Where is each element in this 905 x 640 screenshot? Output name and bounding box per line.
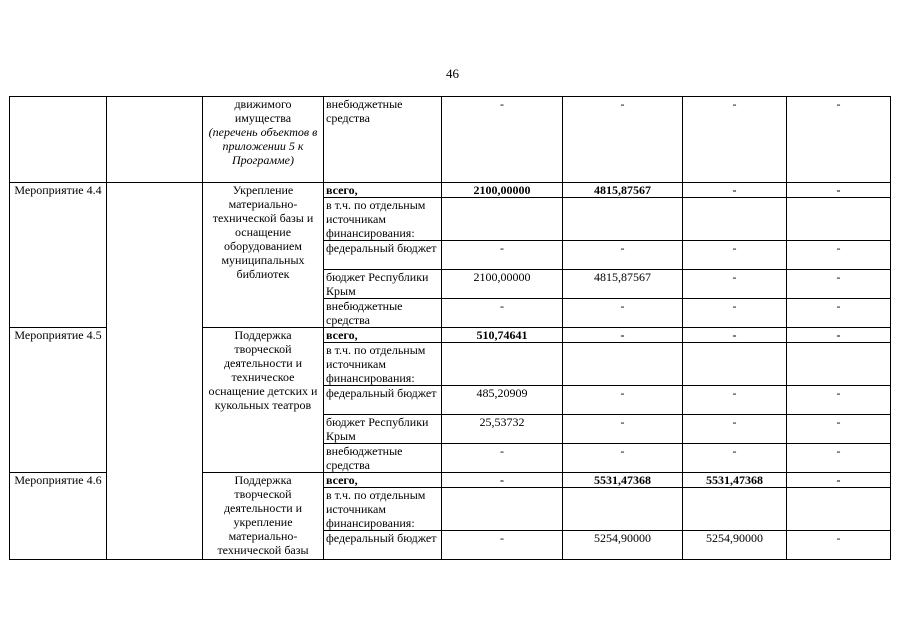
measure-name: Поддержка творческой деятельности и техническое оснащение детских и кукольных театров (203, 328, 324, 473)
value-cell: - (442, 531, 563, 560)
value-cell: - (787, 444, 891, 473)
value-cell: - (787, 531, 891, 560)
value-cell: - (563, 415, 683, 444)
value-cell: - (563, 386, 683, 415)
source-cell: всего, (324, 183, 442, 198)
measure-name: Поддержка творческой деятельности и укрепление материально-технической базы (203, 473, 324, 560)
source-cell: бюджет Республики Крым (324, 270, 442, 299)
value-cell: - (787, 299, 891, 328)
value-cell: - (787, 241, 891, 270)
executor-cell (107, 97, 203, 183)
value-cell: 25,53732 (442, 415, 563, 444)
value-cell: - (787, 328, 891, 343)
source-cell: федеральный бюджет (324, 386, 442, 415)
value-cell (683, 343, 787, 386)
value-cell: - (683, 241, 787, 270)
source-cell: внебюджетные средства (324, 97, 442, 183)
value-cell: 510,74641 (442, 328, 563, 343)
value-cell: - (563, 241, 683, 270)
value-cell: - (787, 270, 891, 299)
value-cell: 2100,00000 (442, 183, 563, 198)
value-cell: - (563, 444, 683, 473)
value-cell: 4815,87567 (563, 183, 683, 198)
measure-name: движимого имущества (234, 97, 292, 125)
value-cell: - (442, 97, 563, 183)
measure-id-cell (10, 97, 107, 183)
value-cell: 485,20909 (442, 386, 563, 415)
value-cell (563, 198, 683, 241)
source-cell: в т.ч. по отдельным источникам финансирования: (324, 488, 442, 531)
value-cell: - (683, 299, 787, 328)
value-cell: - (683, 444, 787, 473)
value-cell: 5254,90000 (563, 531, 683, 560)
value-cell: - (563, 328, 683, 343)
measure-name-cell (203, 97, 324, 183)
value-cell (563, 343, 683, 386)
value-cell (787, 343, 891, 386)
source-cell: всего, (324, 328, 442, 343)
source-cell: в т.ч. по отдельным источникам финансирования: (324, 198, 442, 241)
table-row (10, 97, 891, 183)
value-cell (683, 198, 787, 241)
value-cell: - (683, 270, 787, 299)
source-cell: федеральный бюджет (324, 241, 442, 270)
value-cell (787, 198, 891, 241)
source-cell: федеральный бюджет (324, 531, 442, 560)
value-cell: - (683, 415, 787, 444)
value-cell (683, 488, 787, 531)
value-cell: 5254,90000 (683, 531, 787, 560)
measure-id: Мероприятие 4.4 (10, 183, 107, 328)
value-cell: - (787, 386, 891, 415)
measure-id: Мероприятие 4.5 (10, 328, 107, 473)
table-row (10, 183, 891, 198)
value-cell: - (563, 299, 683, 328)
source-cell: всего, (324, 473, 442, 488)
value-cell: - (563, 97, 683, 183)
source-cell: внебюджетные средства (324, 299, 442, 328)
value-cell: - (787, 183, 891, 198)
value-cell: - (442, 444, 563, 473)
source-cell: внебюджетные средства (324, 444, 442, 473)
value-cell: - (787, 97, 891, 183)
value-cell: - (442, 241, 563, 270)
value-cell: - (683, 328, 787, 343)
value-cell: 2100,00000 (442, 270, 563, 299)
page-number: 46 (446, 66, 459, 81)
budget-table (9, 96, 891, 560)
measure-name-note: (перечень объектов в приложении 5 к Программе) (208, 125, 318, 167)
measure-id: Мероприятие 4.6 (10, 473, 107, 560)
source-cell: бюджет Республики Крым (324, 415, 442, 444)
value-cell (442, 198, 563, 241)
value-cell: - (442, 473, 563, 488)
value-cell (442, 488, 563, 531)
value-cell: - (787, 473, 891, 488)
value-cell: - (787, 415, 891, 444)
value-cell: 5531,47368 (683, 473, 787, 488)
value-cell: 4815,87567 (563, 270, 683, 299)
measure-name: Укрепление материально-технической базы и оснащение оборудованием муниципальных библиотек (203, 183, 324, 328)
value-cell (787, 488, 891, 531)
value-cell: - (683, 97, 787, 183)
value-cell: - (683, 386, 787, 415)
value-cell: 5531,47368 (563, 473, 683, 488)
executor-cell (107, 183, 203, 560)
value-cell: - (683, 183, 787, 198)
value-cell (563, 488, 683, 531)
source-cell: в т.ч. по отдельным источникам финансирования: (324, 343, 442, 386)
value-cell (442, 343, 563, 386)
value-cell: - (442, 299, 563, 328)
